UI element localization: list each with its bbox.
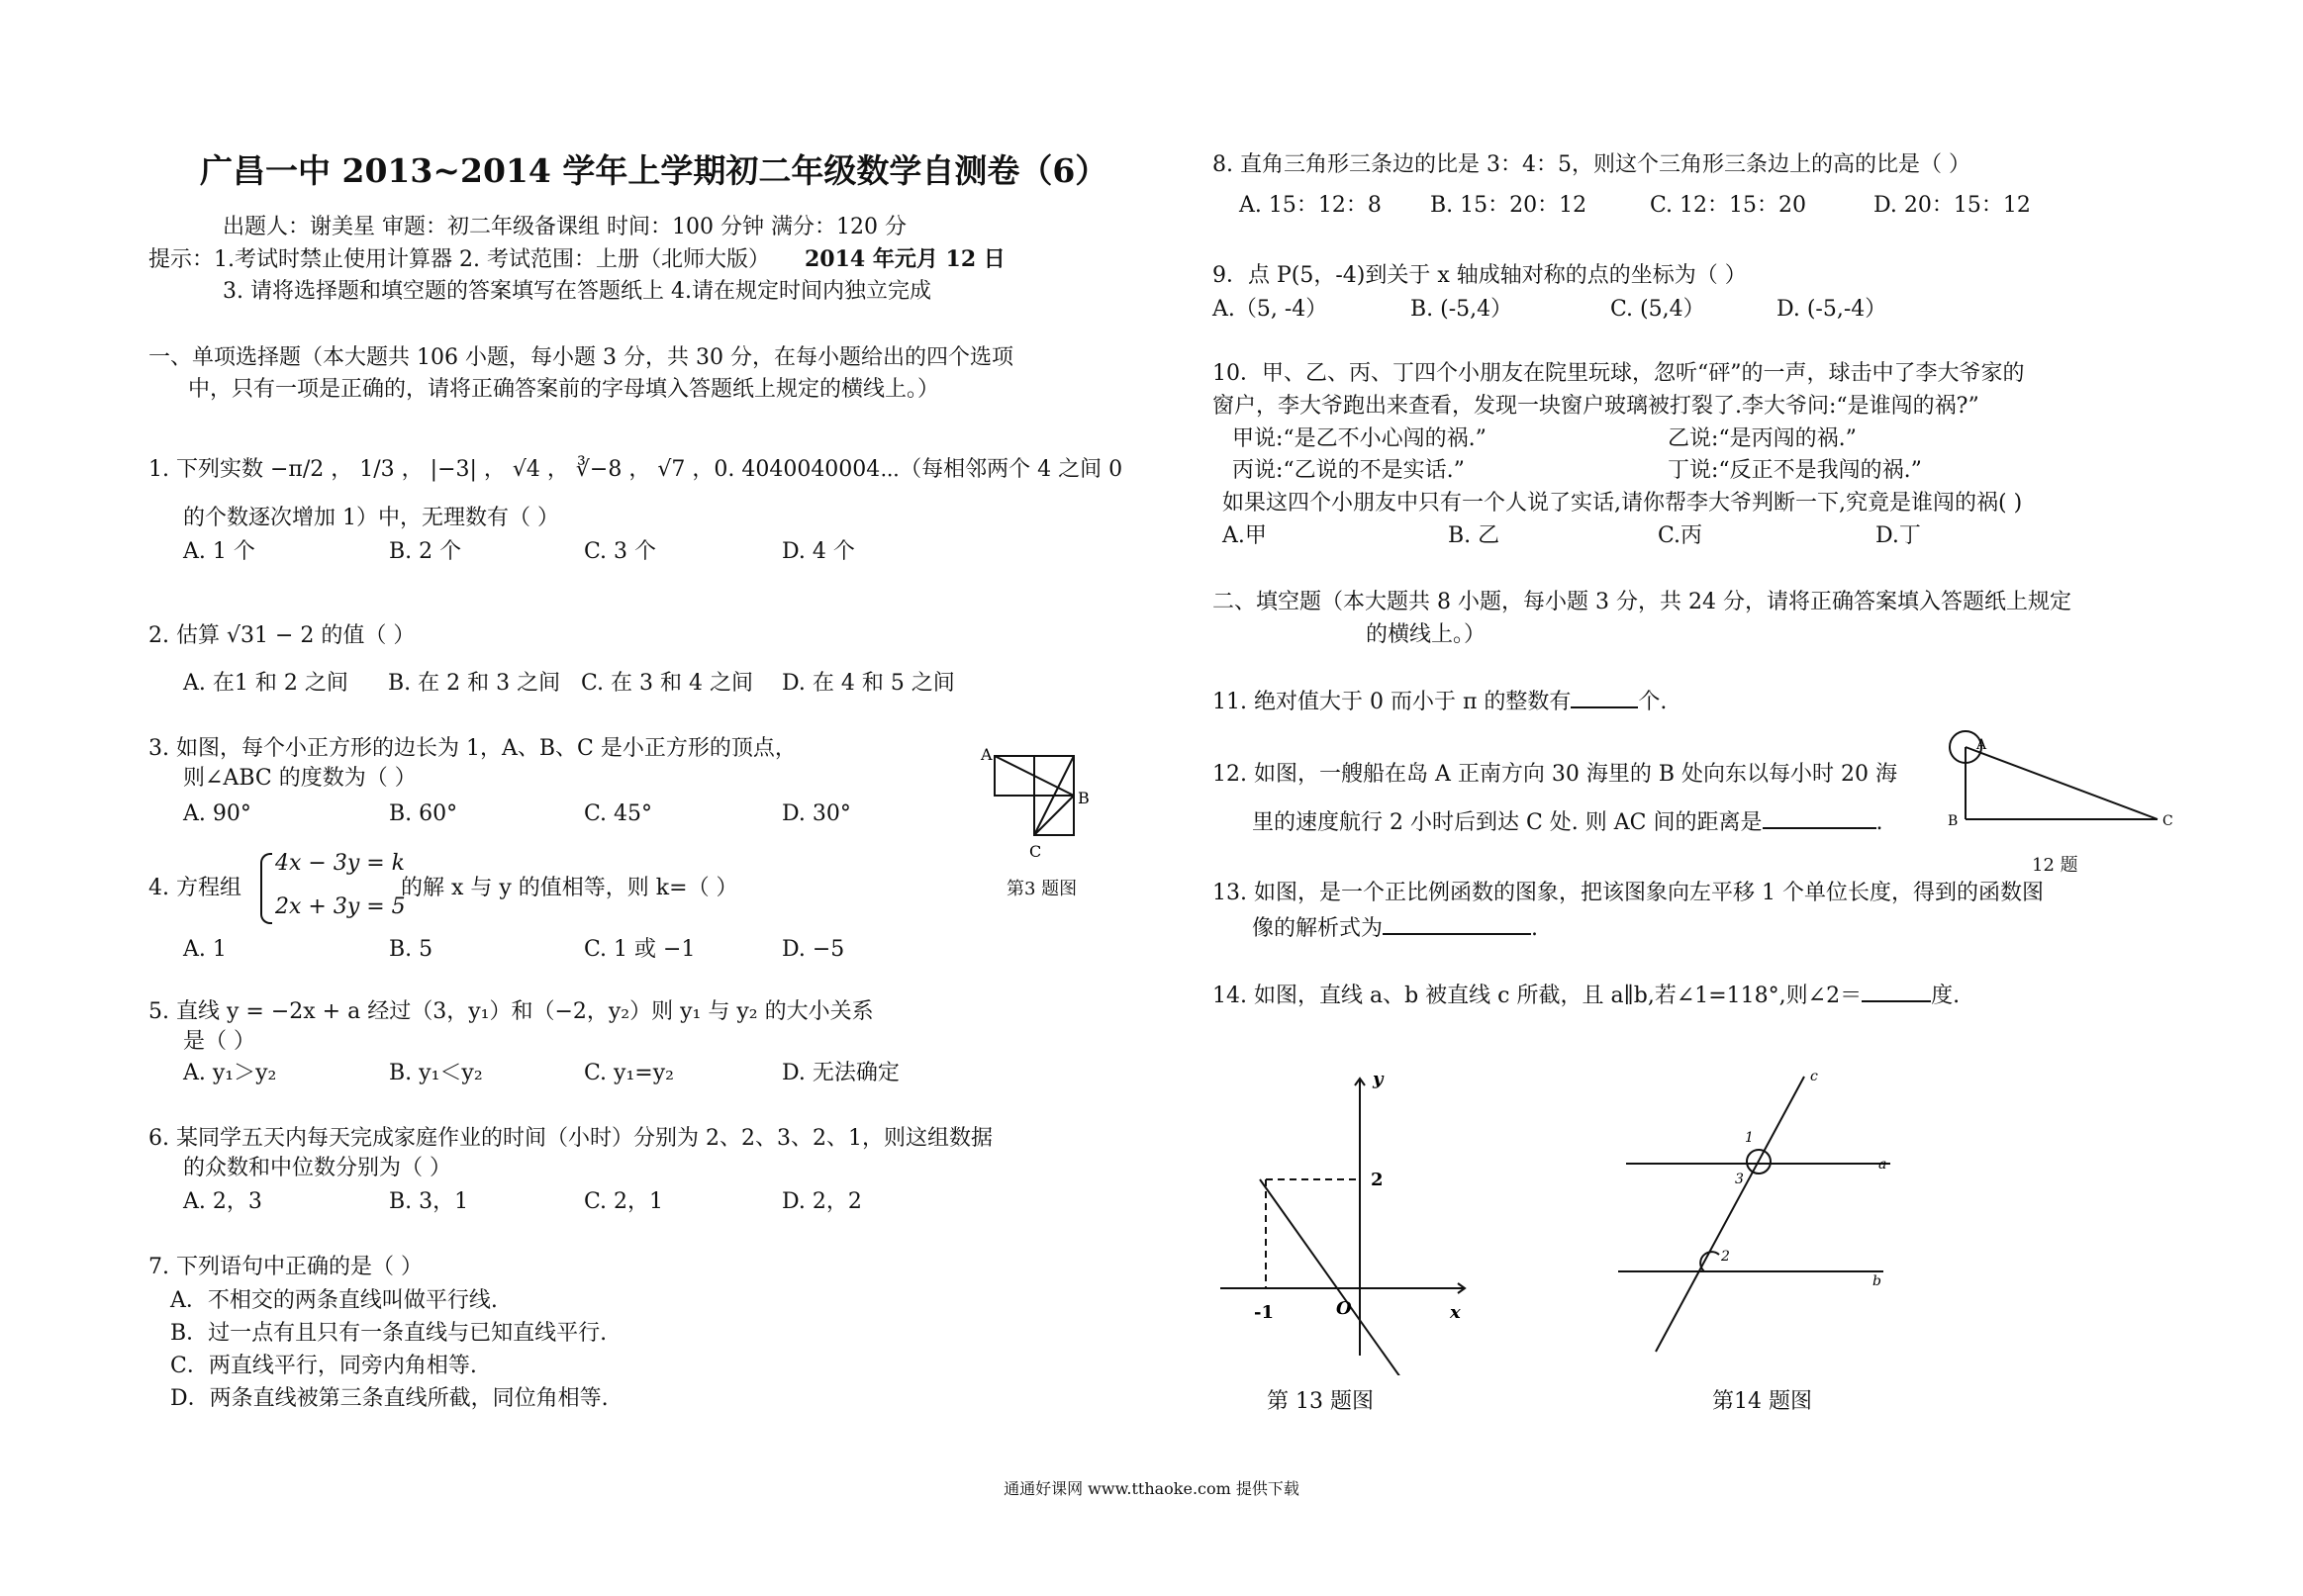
q2-option-d: D. 在 4 和 5 之间 [782, 671, 955, 696]
q3-figure-caption: 第3 题图 [1007, 879, 1078, 899]
q13-figure-caption: 第 13 题图 [1267, 1389, 1374, 1414]
q4-eq2: 2x + 3y = 5 [275, 894, 406, 919]
q8-option-d: D. 20：15：12 [1873, 193, 2031, 218]
q6-option-a: A. 2，3 [183, 1189, 262, 1214]
q10-option-a: A.甲 [1222, 523, 1267, 548]
q10-statement-jia: 甲说:“是乙不小心闯的祸.” [1232, 426, 1487, 451]
q13-stem-2: 像的解析式为 [1252, 916, 1384, 941]
q12-label-a: A [1976, 737, 1987, 753]
q2-option-a: A. 在1 和 2 之间 [183, 671, 348, 696]
q12-suffix: . [1875, 810, 1883, 835]
q2-stem: 2. 估算 √31 − 2 的值（ ） [148, 623, 416, 648]
q5-stem: 5. 直线 y = −2x + a 经过（3，y₁）和（−2，y₂）则 y₁ 与 y₂ 的大小关系 [148, 999, 874, 1024]
q3-stem-2: 则∠ABC 的度数为（ ） [183, 766, 417, 791]
q10-stem: 10．甲、乙、丙、丁四个小朋友在院里玩球，忽听“砰”的一声，球击中了李大爷家的 [1212, 361, 2025, 386]
q11-text [1212, 685, 1667, 717]
q13-label-neg1: -1 [1254, 1302, 1274, 1323]
q13-suffix: . [1531, 916, 1539, 941]
q10-option-b: B. 乙 [1448, 523, 1500, 548]
q6-option-b: B. 3，1 [389, 1189, 469, 1214]
q5-option-b: B. y₁＜y₂ [389, 1061, 483, 1085]
q13-text-2 [1252, 911, 1538, 944]
q6-option-c: C. 2，1 [584, 1189, 664, 1214]
q6-stem-2: 的众数和中位数分别为（ ） [183, 1156, 451, 1180]
q7-option-c: C．两直线平行，同旁内角相等. [170, 1354, 477, 1378]
q3-stem: 3. 如图，每个小正方形的边长为 1，A、B、C 是小正方形的顶点， [148, 736, 797, 761]
q11-stem: 11. 绝对值大于 0 而小于 π 的整数有 [1212, 690, 1572, 714]
q4-option-d: D. −5 [782, 937, 845, 962]
q3-option-c: C. 45° [584, 801, 653, 826]
q1-option-b: B. 2 个 [389, 539, 462, 564]
q13-label-y: y [1373, 1069, 1384, 1089]
q9-stem: 9．点 P(5，-4)到关于 x 轴成轴对称的点的坐标为（ ） [1212, 263, 1747, 288]
q6-stem: 6. 某同学五天内每天完成家庭作业的时间（小时）分别为 2、2、3、2、1，则这组数据 [148, 1126, 993, 1151]
q3-label-c: C [1029, 842, 1042, 861]
exam-tips-1 [148, 244, 1006, 275]
q8-option-b: B. 15：20：12 [1430, 193, 1587, 218]
page-title: 广昌一中 2013~2014 学年上学期初二年级数学自测卷（6） [200, 151, 1108, 190]
q9-option-c: C. (5,4） [1610, 297, 1705, 322]
q1-option-d: D. 4 个 [782, 539, 855, 564]
exam-info: 出题人：谢美星 审题：初二年级备课组 时间：100 分钟 满分：120 分 [223, 215, 907, 239]
q13-answer-blank[interactable] [1383, 911, 1531, 935]
q3-option-b: B. 60° [389, 801, 458, 826]
q12-triangle-figure [1945, 724, 2192, 833]
q10-option-c: C.丙 [1658, 523, 1703, 548]
q4-eq1: 4x − 3y = k [275, 851, 406, 876]
q14-answer-blank[interactable] [1862, 979, 1931, 1002]
page-footer: 通通好课网 www.tthaoke.com 提供下载 [1004, 1479, 1299, 1498]
q12-text-2 [1252, 805, 1883, 838]
q10-statement-ding: 丁说:“反正不是我闯的祸.” [1668, 458, 1922, 483]
q4-stem-post: 的解 x 与 y 的值相等，则 k=（ ） [401, 876, 738, 900]
q11-suffix: 个. [1638, 690, 1668, 714]
q13-stem: 13. 如图，是一个正比例函数的图象，把该图象向左平移 1 个单位长度，得到的函数图 [1212, 881, 2044, 905]
q11-answer-blank[interactable] [1571, 685, 1638, 708]
q7-option-d: D．两条直线被第三条直线所截，同位角相等. [170, 1386, 609, 1411]
q14-label-c: c [1810, 1069, 1818, 1084]
q3-grid-figure [975, 740, 1113, 869]
q4-option-c: C. 1 或 −1 [584, 937, 696, 962]
section2-heading: 二、填空题（本大题共 8 小题，每小题 3 分，共 24 分，请将正确答案填入答题纸上规定 [1212, 590, 2071, 614]
q13-label-2: 2 [1371, 1170, 1384, 1190]
q3-option-d: D. 30° [782, 801, 851, 826]
q5-option-c: C. y₁=y₂ [584, 1061, 674, 1085]
q4-brace [260, 853, 272, 924]
q10-stem-2: 窗户，李大爷跑出来查看，发现一块窗户玻璃被打裂了.李大爷问:“是谁闯的祸?” [1212, 394, 1979, 419]
q1-stem: 1. 下列实数 −π/2 ， 1/3 ， |−3| ， √4 ， ∛−8 ， √7 ，0. 4040040004⋯（每相邻两个 4 之间 0 [148, 457, 1123, 482]
q12-label-c: C [2162, 813, 2173, 829]
section1-heading-2: 中，只有一项是正确的，请将正确答案前的字母填入答题纸上规定的横线上。） [188, 377, 940, 402]
q12-answer-blank[interactable] [1763, 805, 1876, 829]
q8-option-a: A. 15：12：8 [1239, 193, 1382, 218]
q7-option-b: B．过一点有且只有一条直线与已知直线平行. [170, 1321, 608, 1346]
q10-statement-bing: 丙说:“乙说的不是实话.” [1232, 458, 1465, 483]
q3-label-b: B [1078, 789, 1090, 807]
q10-statement-yi: 乙说:“是丙闯的祸.” [1668, 426, 1857, 451]
q14-figure-caption: 第14 题图 [1712, 1389, 1812, 1414]
q12-label-b: B [1948, 813, 1959, 829]
q14-text [1212, 979, 1960, 1011]
q9-option-a: A.（5, -4） [1212, 297, 1328, 322]
q14-label-b: b [1872, 1273, 1881, 1289]
q4-stem-pre: 4. 方程组 [148, 876, 241, 900]
q1-option-a: A. 1 个 [183, 539, 255, 564]
q4-option-a: A. 1 [183, 937, 227, 962]
q14-label-2: 2 [1721, 1249, 1730, 1265]
q10-option-d: D.丁 [1875, 523, 1921, 548]
exam-date: 2014 年元月 12 日 [804, 246, 1006, 272]
q14-label-a: a [1878, 1157, 1887, 1173]
q3-label-a: A [981, 745, 993, 764]
q14-suffix: 度. [1931, 984, 1961, 1008]
q10-stem-3: 如果这四个小朋友中只有一个人说了实话,请你帮李大爷判断一下,究竟是谁闯的祸( ) [1222, 491, 2023, 516]
q9-option-b: B. (-5,4） [1410, 297, 1513, 322]
q12-figure-caption: 12 题 [2032, 855, 2078, 876]
tips-text: 提示：1.考试时禁止使用计算器 2. 考试范围：上册（北师大版） [148, 247, 770, 272]
q9-option-d: D. (-5,-4） [1776, 297, 1887, 322]
q4-option-b: B. 5 [389, 937, 433, 962]
q5-option-d: D. 无法确定 [782, 1061, 900, 1085]
q12-stem-2: 里的速度航行 2 小时后到达 C 处. 则 AC 间的距离是 [1252, 810, 1763, 835]
q8-option-c: C. 12：15：20 [1650, 193, 1807, 218]
section1-heading: 一、单项选择题（本大题共 106 小题，每小题 3 分，共 30 分，在每小题给出的四个选项 [148, 345, 1013, 370]
q5-stem-2: 是（ ） [183, 1029, 255, 1054]
q12-stem: 12. 如图，一艘船在岛 A 正南方向 30 海里的 B 处向东以每小时 20 海 [1212, 762, 1897, 787]
q3-option-a: A. 90° [183, 801, 251, 826]
q2-option-b: B. 在 2 和 3 之间 [388, 671, 561, 696]
q13-graph-figure [1212, 1059, 1489, 1375]
q14-lines-figure [1618, 1059, 1905, 1375]
q14-stem: 14. 如图，直线 a、b 被直线 c 所截，且 a∥b,若∠1=118°,则∠2＝ [1212, 984, 1863, 1008]
q13-label-x: x [1450, 1302, 1461, 1323]
q7-stem: 7. 下列语句中正确的是（ ） [148, 1255, 423, 1279]
q2-option-c: C. 在 3 和 4 之间 [581, 671, 754, 696]
q8-stem: 8. 直角三角形三条边的比是 3：4：5，则这个三角形三条边上的高的比是（ ） [1212, 152, 1970, 177]
q5-option-a: A. y₁＞y₂ [183, 1061, 277, 1085]
q6-option-d: D. 2，2 [782, 1189, 862, 1214]
q7-option-a: A．不相交的两条直线叫做平行线. [170, 1288, 498, 1313]
section2-heading-2: 的横线上。） [1366, 622, 1487, 647]
q1-option-c: C. 3 个 [584, 539, 657, 564]
q14-label-1: 1 [1745, 1130, 1754, 1146]
q1-stem-2: 的个数逐次增加 1）中，无理数有（ ） [183, 506, 559, 530]
exam-tips-2: 3. 请将选择题和填空题的答案填写在答题纸上 4.请在规定时间内独立完成 [223, 279, 931, 304]
q14-label-3: 3 [1735, 1172, 1744, 1187]
q13-label-origin: O [1336, 1298, 1352, 1319]
